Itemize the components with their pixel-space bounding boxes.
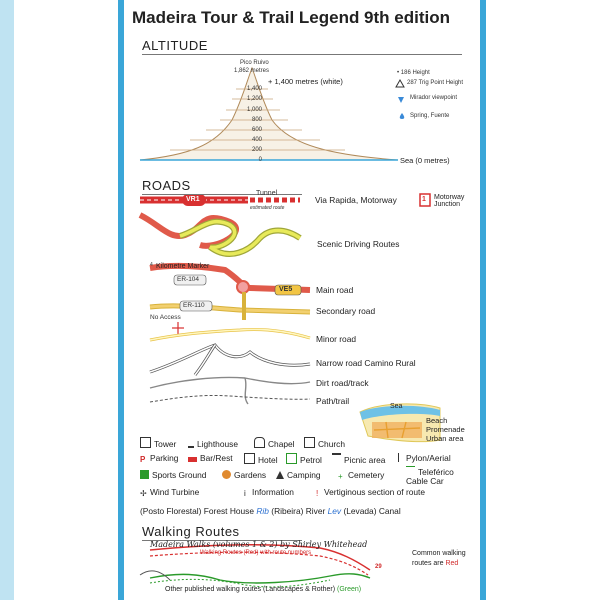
spring-label: Spring, Fuente [410, 113, 450, 119]
narrow-road-line [150, 345, 310, 372]
vertiginous-icon: ! [316, 489, 319, 498]
main-road-roundabout [237, 281, 249, 293]
symbol-information: i Information [244, 487, 294, 498]
dirt-road-line [150, 377, 310, 388]
river-label: (Ribeira) River [271, 506, 326, 516]
walking-route-green [150, 574, 370, 583]
altitude-tick: 800 [251, 117, 262, 123]
sea-label: Sea [390, 403, 403, 410]
roads-heading: ROADS [142, 178, 302, 195]
parking-icon: P [140, 455, 146, 464]
trig-label: 287 Trig Point Height [407, 80, 464, 86]
promenade-label: Promenade [426, 425, 465, 434]
pylon-icon [398, 453, 403, 462]
symbol-cable-car: Teleférico Cable Car [406, 467, 454, 486]
mirador-label: Mirador viewpoint [410, 95, 458, 101]
info-icon: i [244, 489, 246, 498]
symbol-tower: Tower [140, 437, 176, 449]
chapel-icon [254, 437, 265, 448]
legend-title: Madeira Tour & Trail Legend 9th edition [132, 8, 450, 27]
ve5-label: VE5 [279, 286, 293, 293]
peak-height: 1,862 metres [234, 68, 270, 74]
secondary-road-label: Secondary road [316, 306, 376, 316]
scenic-label: Scenic Driving Routes [317, 239, 400, 249]
sports-icon [140, 470, 149, 479]
beach-label: Beach [426, 416, 448, 425]
main-road-label: Main road [316, 285, 354, 295]
no-access-label: No Access [150, 314, 181, 321]
junction-label: Motorway Junction [434, 194, 465, 208]
urban-label: Urban area [426, 434, 464, 443]
vr1-label: VR1 [186, 196, 200, 203]
symbol-pylon: Pylon/Aerial [398, 453, 451, 463]
km-marker-label: Kilometre Marker [156, 263, 210, 270]
hotel-icon [244, 453, 255, 464]
km-marker-number: 4 [150, 262, 153, 268]
motorway-label: Via Rapida, Motorway [315, 195, 397, 205]
tunnel-note: estimated route [250, 205, 285, 211]
symbol-cemetery: + Cemetery [338, 470, 385, 481]
symbol-picnic: Picnic area [332, 453, 385, 465]
wind-turbine-icon: ✢ [140, 489, 147, 498]
rib-label: Rib [256, 506, 269, 516]
narrow-road-label: Narrow road Camino Rural [316, 358, 416, 368]
symbol-camping: Camping [276, 470, 321, 480]
trig-point-icon [396, 80, 404, 87]
spring-icon [400, 113, 405, 119]
altitude-tick: 1,400 [246, 86, 262, 92]
common-routes-line1: Common walking [412, 550, 466, 557]
route-number: 29 [375, 564, 382, 570]
symbol-bar: Bar/Rest [188, 453, 233, 463]
symbol-sports: Sports Ground [140, 470, 206, 480]
gardens-icon [222, 470, 231, 479]
symbol-wind-turbine: ✢ Wind Turbine [140, 487, 200, 498]
dirt-road-label: Dirt road/track [316, 378, 369, 388]
symbol-church: Church [304, 437, 345, 449]
symbol-lighthouse: Lighthouse [188, 437, 238, 449]
cemetery-icon: + [338, 472, 343, 481]
altitude-tick: 1,200 [246, 96, 262, 102]
mirador-icon [398, 97, 404, 103]
camping-icon [276, 471, 284, 479]
red-routes-label: Walking Routes (Red) with route numbers [200, 550, 312, 556]
cable-car-icon [406, 466, 415, 476]
height-label: • 186 Height [397, 70, 430, 76]
book-title: Madeira Walks (volumes 1 & 2) by Shirley Whitehead [150, 540, 368, 549]
junction-number: 1 [422, 196, 426, 203]
lighthouse-icon [188, 437, 194, 448]
petrol-icon [286, 453, 297, 464]
sea-level-label: Sea (0 metres) [400, 156, 450, 165]
altitude-heading: ALTITUDE [142, 38, 462, 55]
altitude-tick: 0 [258, 157, 262, 163]
symbol-vertiginous: ! Vertiginous section of route [316, 487, 426, 498]
minor-road-label: Minor road [316, 334, 357, 344]
white-note: + 1,400 metres (white) [268, 77, 343, 86]
common-routes-line2: routes are Red [412, 560, 459, 567]
other-routes-label: Other published walking routes (Landscapes & Rother) (Green) [165, 586, 362, 593]
path-trail-line [150, 395, 310, 402]
lev-label: Lev [327, 506, 342, 516]
picnic-icon [332, 453, 341, 464]
altitude-tick: 400 [251, 137, 262, 143]
forest-row [140, 506, 401, 516]
path-trail-label: Path/trail [316, 396, 350, 406]
altitude-tick: 600 [251, 127, 262, 133]
walking-heading: Walking Routes [142, 524, 302, 541]
peak-name: Pico Ruivo [240, 60, 269, 66]
church-icon [304, 437, 315, 448]
canal-label: (Levada) Canal [343, 506, 401, 516]
er104-label: ER-104 [177, 276, 200, 283]
forest-house-label: (Posto Florestal) Forest House [140, 506, 255, 516]
tunnel-label: Tunnel [256, 190, 278, 197]
altitude-tick: 1,000 [246, 107, 262, 113]
er110-label: ER-110 [183, 302, 205, 309]
symbol-parking: P Parking [140, 453, 179, 464]
tower-icon [140, 437, 151, 448]
bar-icon [188, 457, 197, 462]
altitude-tick: 200 [251, 147, 262, 153]
symbol-gardens: Gardens [222, 470, 266, 480]
symbol-hotel: Hotel [244, 453, 278, 465]
symbol-chapel: Chapel [254, 437, 295, 449]
symbol-petrol: Petrol [286, 453, 322, 465]
